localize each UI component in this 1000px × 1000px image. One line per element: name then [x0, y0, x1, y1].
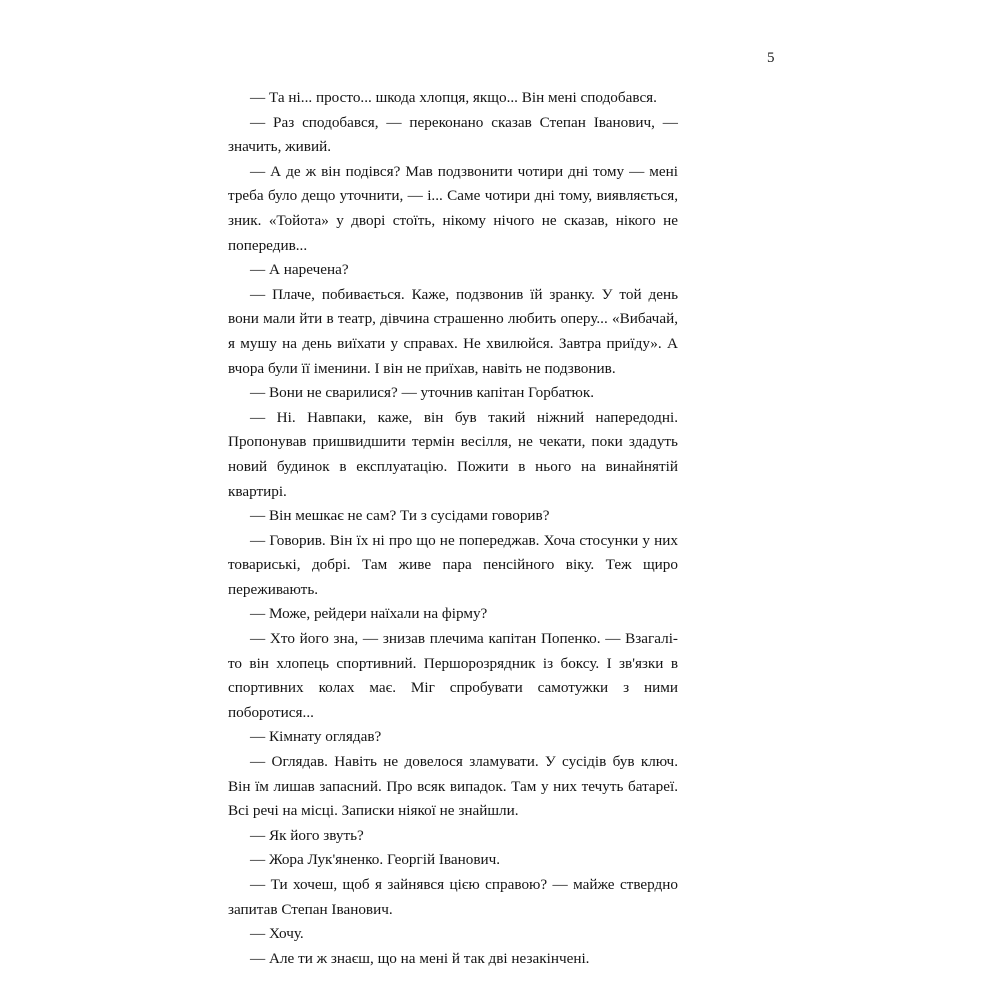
paragraph: — Жора Лук'яненко. Георгій Іванович. [250, 851, 501, 869]
paragraph: — Та ні... просто... шкода хлопця, якщо... Він мені сподобався. [250, 89, 657, 106]
paragraph: — Оглядав. Навіть не довелося зламувати. У сусідів був ключ. Він їм лишав запасний. Про всяк випадок. Там у них течуть батареї. Всі речі на місці. Записки ніякої не знайшли. [228, 753, 678, 820]
paragraph: — Говорив. Він їх ні про що не попереджав. Хоча стосунки у них товариські, добрі. Там живе пара пенсійного віку. Теж щиро переживають. [228, 531, 678, 598]
paragraph: — Хто його зна, — знизав плечима капітан Попенко. — Взагалі-то він хлопець спортивний. Першорозрядник із боксу. І зв'язки в спортивних колах має. Міг спробувати самотужки з ними поборотися... [228, 630, 678, 721]
paragraph: — Може, рейдери наїхали на фірму? [250, 605, 488, 623]
paragraph: — Ні. Навпаки, каже, він був такий ніжний напередодні. Пропонував пришвидшити термін весілля, не чекати, поки здадуть новий будинок в експлуатацію. Пожити в нього на винайнятій квартирі. [228, 408, 678, 500]
paragraph: — Хочу. [250, 925, 304, 943]
paragraph: — А де ж він подівся? Мав подзвонити чотири дні тому — мені треба було дещо уточнити, — і... Саме чотири дні тому, виявляється, зник. «Тойота» у дворі стоїть, нікому нічого не сказав, нікого не попередив... [228, 162, 678, 254]
paragraph: — Як його звуть? [250, 826, 364, 844]
paragraph: — А наречена? [250, 261, 349, 279]
paragraph: — Кімнату оглядав? [250, 728, 382, 746]
paragraph: — Вони не сварилися? — уточнив капітан Горбатюк. [250, 384, 595, 402]
paragraph: — Але ти ж знаєш, що на мені й так дві незакінчені. [250, 949, 590, 967]
paragraph: — Ти хочеш, щоб я зайнявся цією справою? — майже ствердно запитав Степан Іванович. [228, 876, 678, 918]
paragraph: — Раз сподобався, — переконано сказав Степан Іванович, — значить, живий. [228, 113, 678, 156]
paragraph: — Він мешкає не сам? Ти з сусідами говорив? [250, 507, 550, 525]
paragraph: — Плаче, побивається. Каже, подзвонив їй зранку. У той день вони мали йти в театр, дівчина страшенно любить оперу... «Вибачай, я мушу на день виїхати у справах. Не хвилюйся. Завтра приїду». А вчора були її іменини. І він не приїхав, навіть не подзвонив. [228, 285, 678, 377]
page-number: 5 [767, 50, 775, 66]
page-body-text [228, 86, 678, 971]
